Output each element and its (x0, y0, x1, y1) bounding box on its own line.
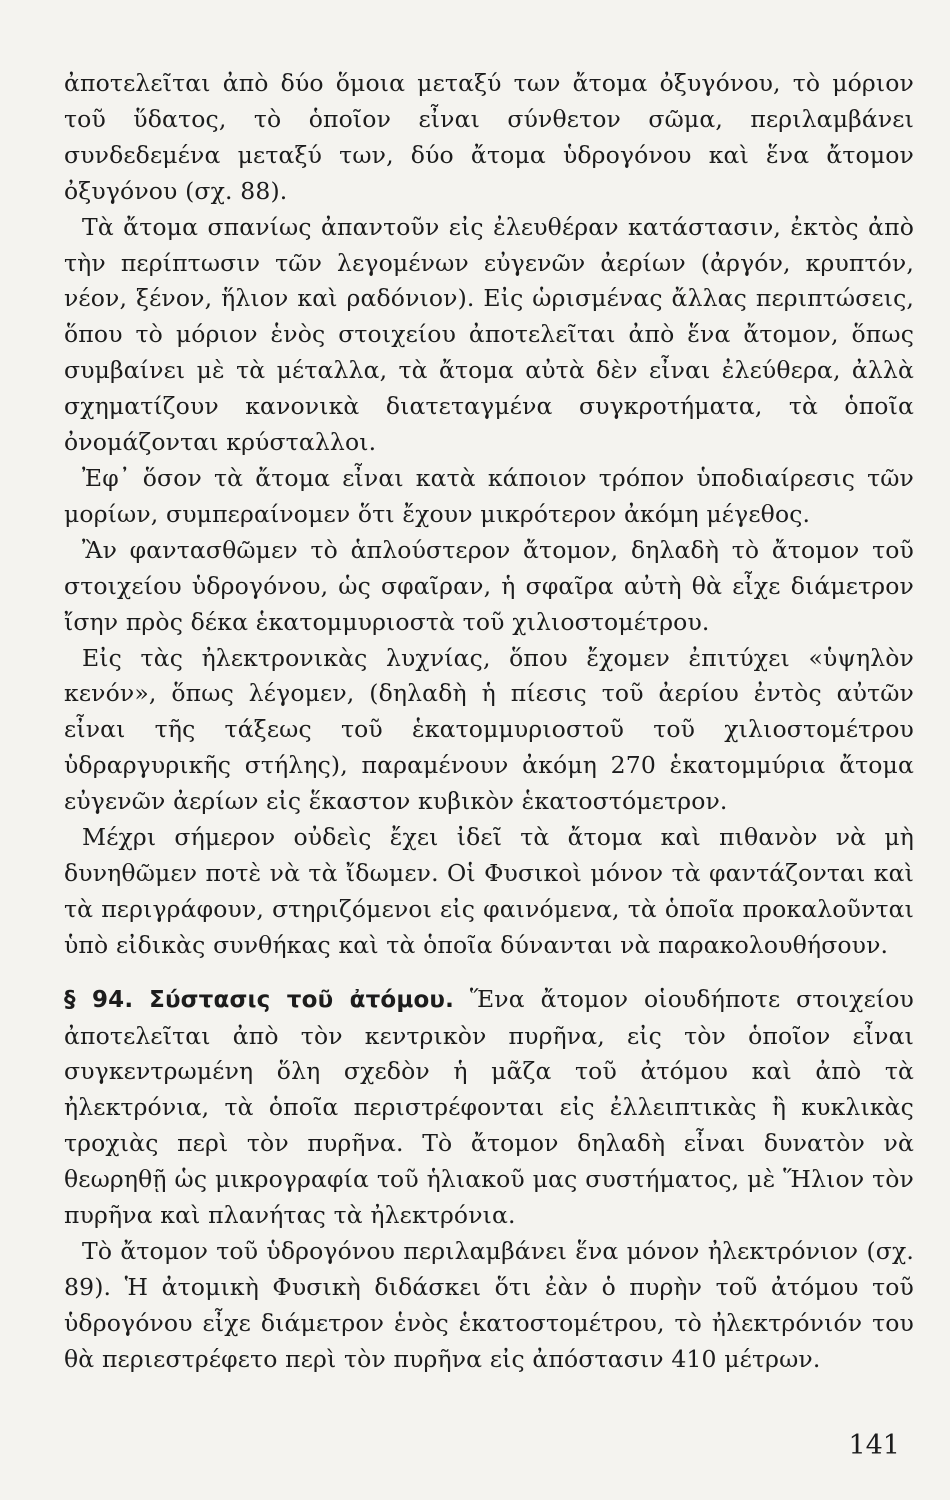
section-title: Σύστασις τοῦ ἀτόμου. (149, 986, 454, 1013)
paragraph: Τὸ ἄτομον τοῦ ὑδρογόνου περιλαμβάνει ἕνα μόνον ἠλεκτρόνιον (σχ. 89). Ἡ ἀτομικὴ Φυσικὴ διδάσκει ὅτι ἐὰν ὁ πυρὴν τοῦ ἀτόμου τοῦ ὑδρογόνου εἶχε διάμετρον ἑνὸς ἑκατοστομέτρου, τὸ ἠλεκτρόνιόν του θὰ περιεστρέφετο περὶ τὸν πυρῆνα εἰς ἀπόστασιν 410 μέτρων. (64, 1237, 914, 1373)
section-paragraph (64, 982, 914, 1234)
page-body (64, 66, 914, 1378)
paragraph: Τὰ ἄτομα σπανίως ἀπαντοῦν εἰς ἐλευθέραν κατάστασιν, ἐκτὸς ἀπὸ τὴν περίπτωσιν τῶν λεγομένων εὐγενῶν ἀερίων (ἀργόν, κρυπτόν, νέον, ξένον, ἥλιον καὶ ραδόνιον). Εἰς ὡρισμένας ἄλλας περιπτώσεις, ὅπου τὸ μόριον ἑνὸς στοιχείου ἀποτελεῖται ἀπὸ ἕνα ἄτομον, ὅπως συμβαίνει μὲ τὰ μέταλλα, τὰ ἄτομα αὐτὰ δὲν εἶναι ἐλεύθερα, ἀλλὰ σχηματίζουν κανονικὰ διατεταγμένα συγκροτήματα, τὰ ὁποῖα ὀνομάζονται κρύσταλλοι. (64, 212, 914, 457)
page-number: 141 (848, 1430, 900, 1461)
section-number: § 94. (64, 986, 134, 1013)
section-text: Ἕνα ἄτομον οἱουδήποτε στοιχείου ἀποτελεῖται ἀπὸ τὸν κεντρικὸν πυρῆνα, εἰς τὸν ὁποῖον εἶναι συγκεντρωμένη ὅλη σχεδὸν ἡ μᾶζα τοῦ ἀτόμου καὶ ἀπὸ τὰ ἠλεκτρόνια, τὰ ὁποῖα περιστρέφονται εἰς ἐλλειπτικὰς ἢ κυκλικὰς τροχιὰς περὶ τὸν πυρῆνα. Τὸ ἄτομον δηλαδὴ εἶναι δυνατὸν νὰ θεωρηθῇ ὡς μικρογραφία τοῦ ἡλιακοῦ μας συστήματος, μὲ Ἥλιον τὸν πυρῆνα καὶ πλανήτας τὰ ἠλεκτρόνια. (64, 984, 914, 1230)
paragraph: ἀποτελεῖται ἀπὸ δύο ὅμοια μεταξύ των ἄτομα ὀξυγόνου, τὸ μόριον τοῦ ὕδατος, τὸ ὁποῖον εἶναι σύνθετον σῶμα, περιλαμβάνει συνδεδεμένα μεταξύ των, δύο ἄτομα ὑδρογόνου καὶ ἕνα ἄτομον ὀξυγόνου (σχ. 88). (64, 69, 914, 205)
paragraph: Μέχρι σήμερον οὐδεὶς ἔχει ἰδεῖ τὰ ἄτομα καὶ πιθανὸν νὰ μὴ δυνηθῶμεν ποτὲ νὰ τὰ ἴδωμεν. Οἱ Φυσικοὶ μόνον τὰ φαντάζονται καὶ τὰ περιγράφουν, στηριζόμενοι εἰς φαινόμενα, τὰ ὁποῖα προκαλοῦνται ὑπὸ εἰδικὰς συνθήκας καὶ τὰ ὁποῖα δύνανται νὰ παρακολουθήσουν. (64, 823, 914, 959)
paragraph: Εἰς τὰς ἠλεκτρονικὰς λυχνίας, ὅπου ἔχομεν ἐπιτύχει «ὑψηλὸν κενόν», ὅπως λέγομεν, (δηλαδὴ ἡ πίεσις τοῦ ἀερίου ἐντὸς αὐτῶν εἶναι τῆς τάξεως τοῦ ἑκατομμυριοστοῦ τοῦ χιλιοστομέτρου ὑδραργυρικῆς στήλης), παραμένουν ἀκόμη 270 ἑκατομμύρια ἄτομα εὐγενῶν ἀερίων εἰς ἕκαστον κυβικὸν ἑκατοστόμετρον. (64, 643, 914, 816)
paragraph: Ἐφ᾽ ὅσον τὰ ἄτομα εἶναι κατὰ κάποιον τρόπον ὑποδιαίρεσις τῶν μορίων, συμπεραίνομεν ὅτι ἔχουν μικρότερον ἀκόμη μέγεθος. (64, 463, 914, 528)
paragraph: Ἂν φαντασθῶμεν τὸ ἁπλούστερον ἄτομον, δηλαδὴ τὸ ἄτομον τοῦ στοιχείου ὑδρογόνου, ὡς σφαῖραν, ἡ σφαῖρα αὐτὴ θὰ εἶχε διάμετρον ἴσην πρὸς δέκα ἑκατομμυριοστὰ τοῦ χιλιοστομέτρου. (64, 535, 914, 636)
